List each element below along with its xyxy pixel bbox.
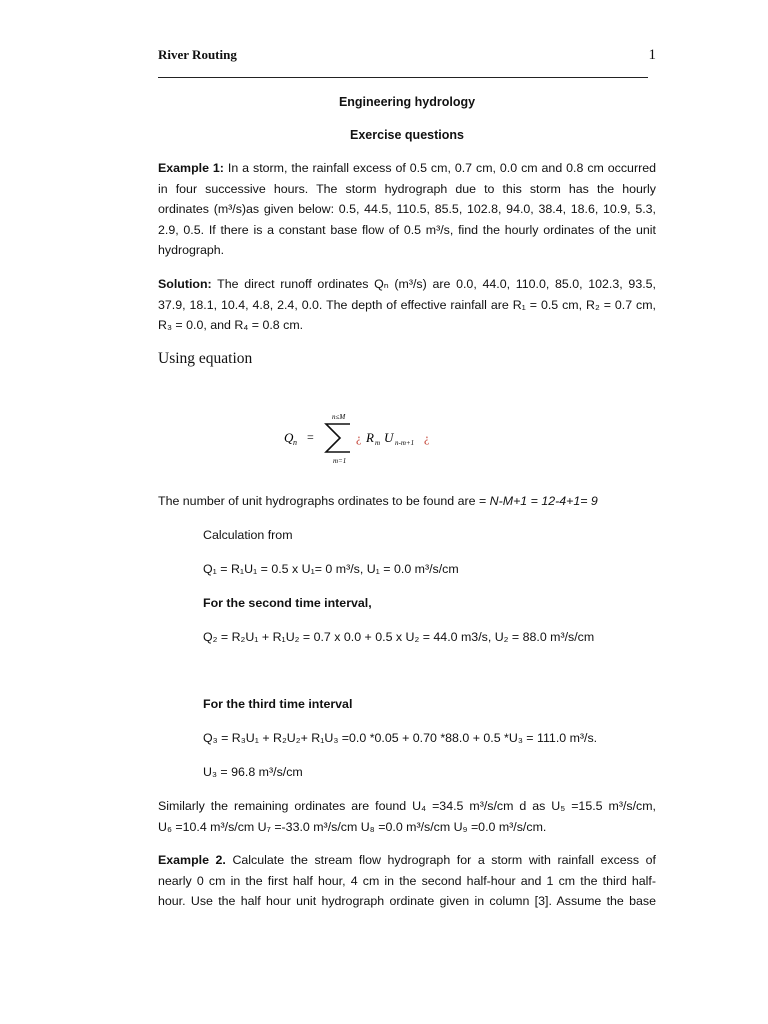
formula-equals: = [307, 430, 314, 444]
formula-close-glyph: ¿ [424, 431, 430, 445]
document-title: Engineering hydrology [338, 95, 476, 109]
formula-lhs-subscript: n [293, 438, 297, 447]
example-1-line-1: In a storm, the rainfall excess of 0.5 cm, 0.7 cm, 0.0 cm and 0.8 cm occurred [223, 161, 656, 175]
calculation-from-label: Calculation from [203, 528, 293, 542]
calculation-step-2: Q₂ = R₂U₁ + R₁U₂ = 0.7 x 0.0 + 0.5 x U₂ = 44.0 m3/s, U₂ = 88.0 m³/s/cm [203, 630, 595, 644]
example-1-paragraph [158, 158, 656, 261]
example-1-line-3: ordinates (m³/s)as given below: 0.5, 44.5, 110.5, 85.5, 102.8, 94.0, 38.4, 18.6, 10.9, 5.3, [158, 202, 656, 217]
document-subtitle: Exercise questions [350, 128, 464, 142]
example-2-paragraph [158, 850, 656, 912]
remaining-ordinates-paragraph [158, 796, 656, 837]
solution-line-3: R₃ = 0.0, and R₄ = 0.8 cm. [158, 318, 304, 333]
solution-line-2: 37.9, 18.1, 10.4, 4.8, 2.4, 0.0. The depth of effective rainfall are R₁ = 0.5 cm, R₂ = 0.7 cm, [158, 297, 656, 312]
example-1-line-2: in four successive hours. The storm hydrograph due to this storm has the hourly [158, 181, 656, 196]
calculation-step-3: Q₃ = R₃U₁ + R₂U₂+ R₁U₃ =0.0 *0.05 + 0.70 *88.0 + 0.5 *U₃ = 111.0 m³/s. [203, 731, 598, 745]
remaining-line-1: Similarly the remaining ordinates are found U₄ =34.5 m³/s/cm d as U₅ =15.5 m³/s/cm, [158, 799, 656, 813]
ordinates-count-line [158, 494, 598, 508]
third-interval-heading: For the third time interval [203, 697, 353, 711]
solution-label: Solution: [158, 277, 212, 291]
formula-open-glyph: ¿ [356, 431, 362, 445]
ordinates-count-expr: N-M+1 = 12-4+1= 9 [489, 494, 598, 508]
formula-lower-limit: m=1 [333, 457, 347, 465]
using-equation-label: Using equation [158, 350, 253, 367]
formula-u-subscript: n-m+1 [395, 439, 415, 447]
solution-paragraph [158, 274, 656, 336]
page-header [158, 45, 656, 78]
page-number: 1 [648, 47, 656, 63]
example-1-line-4: 2.9, 0.5. If there is a constant base flow of 0.5 m³/s, find the hourly ordinates of the unit [158, 222, 656, 237]
formula-r-subscript: m [375, 439, 381, 447]
formula-r: R [366, 430, 374, 445]
formula-upper-limit: n≤M [332, 413, 346, 421]
example-2-line-3: hour. Use the half hour unit hydrograph ordinate given in column [3]. Assume the base [158, 894, 656, 909]
header-title: River Routing [158, 47, 237, 62]
remaining-line-2: U₆ =10.4 m³/s/cm U₇ =-33.0 m³/s/cm U₈ =0.0 m³/s/cm U₉ =0.0 m³/s/cm. [158, 819, 547, 834]
example-1-line-5: hydrograph. [158, 243, 225, 258]
example-1-label: Example 1: [158, 161, 224, 175]
formula-lhs: Q [284, 430, 294, 445]
calculation-step-1: Q₁ = R₁U₁ = 0.5 x U₁= 0 m³/s, U₁ = 0.0 m³/s/cm [203, 562, 459, 576]
calculation-step-4: U₃ = 96.8 m³/s/cm [203, 765, 303, 779]
formula-u: U [384, 430, 394, 445]
sigma-symbol [326, 424, 350, 452]
example-2-line-2: nearly 0 cm in the first half hour, 4 cm in the second half-hour and 1 cm the third half- [158, 873, 656, 888]
solution-line-1: The direct runoff ordinates Qₙ (m³/s) are 0.0, 44.0, 110.0, 85.0, 102.3, 93.5, [211, 277, 656, 291]
example-2-line-1: Calculate the stream flow hydrograph for a storm with rainfall excess of [225, 853, 656, 867]
example-2-label: Example 2. [158, 853, 226, 867]
ordinates-count-text: The number of unit hydrographs ordinates to be found are = [158, 494, 490, 508]
summation-formula [280, 404, 480, 474]
second-interval-heading: For the second time interval, [203, 596, 372, 610]
